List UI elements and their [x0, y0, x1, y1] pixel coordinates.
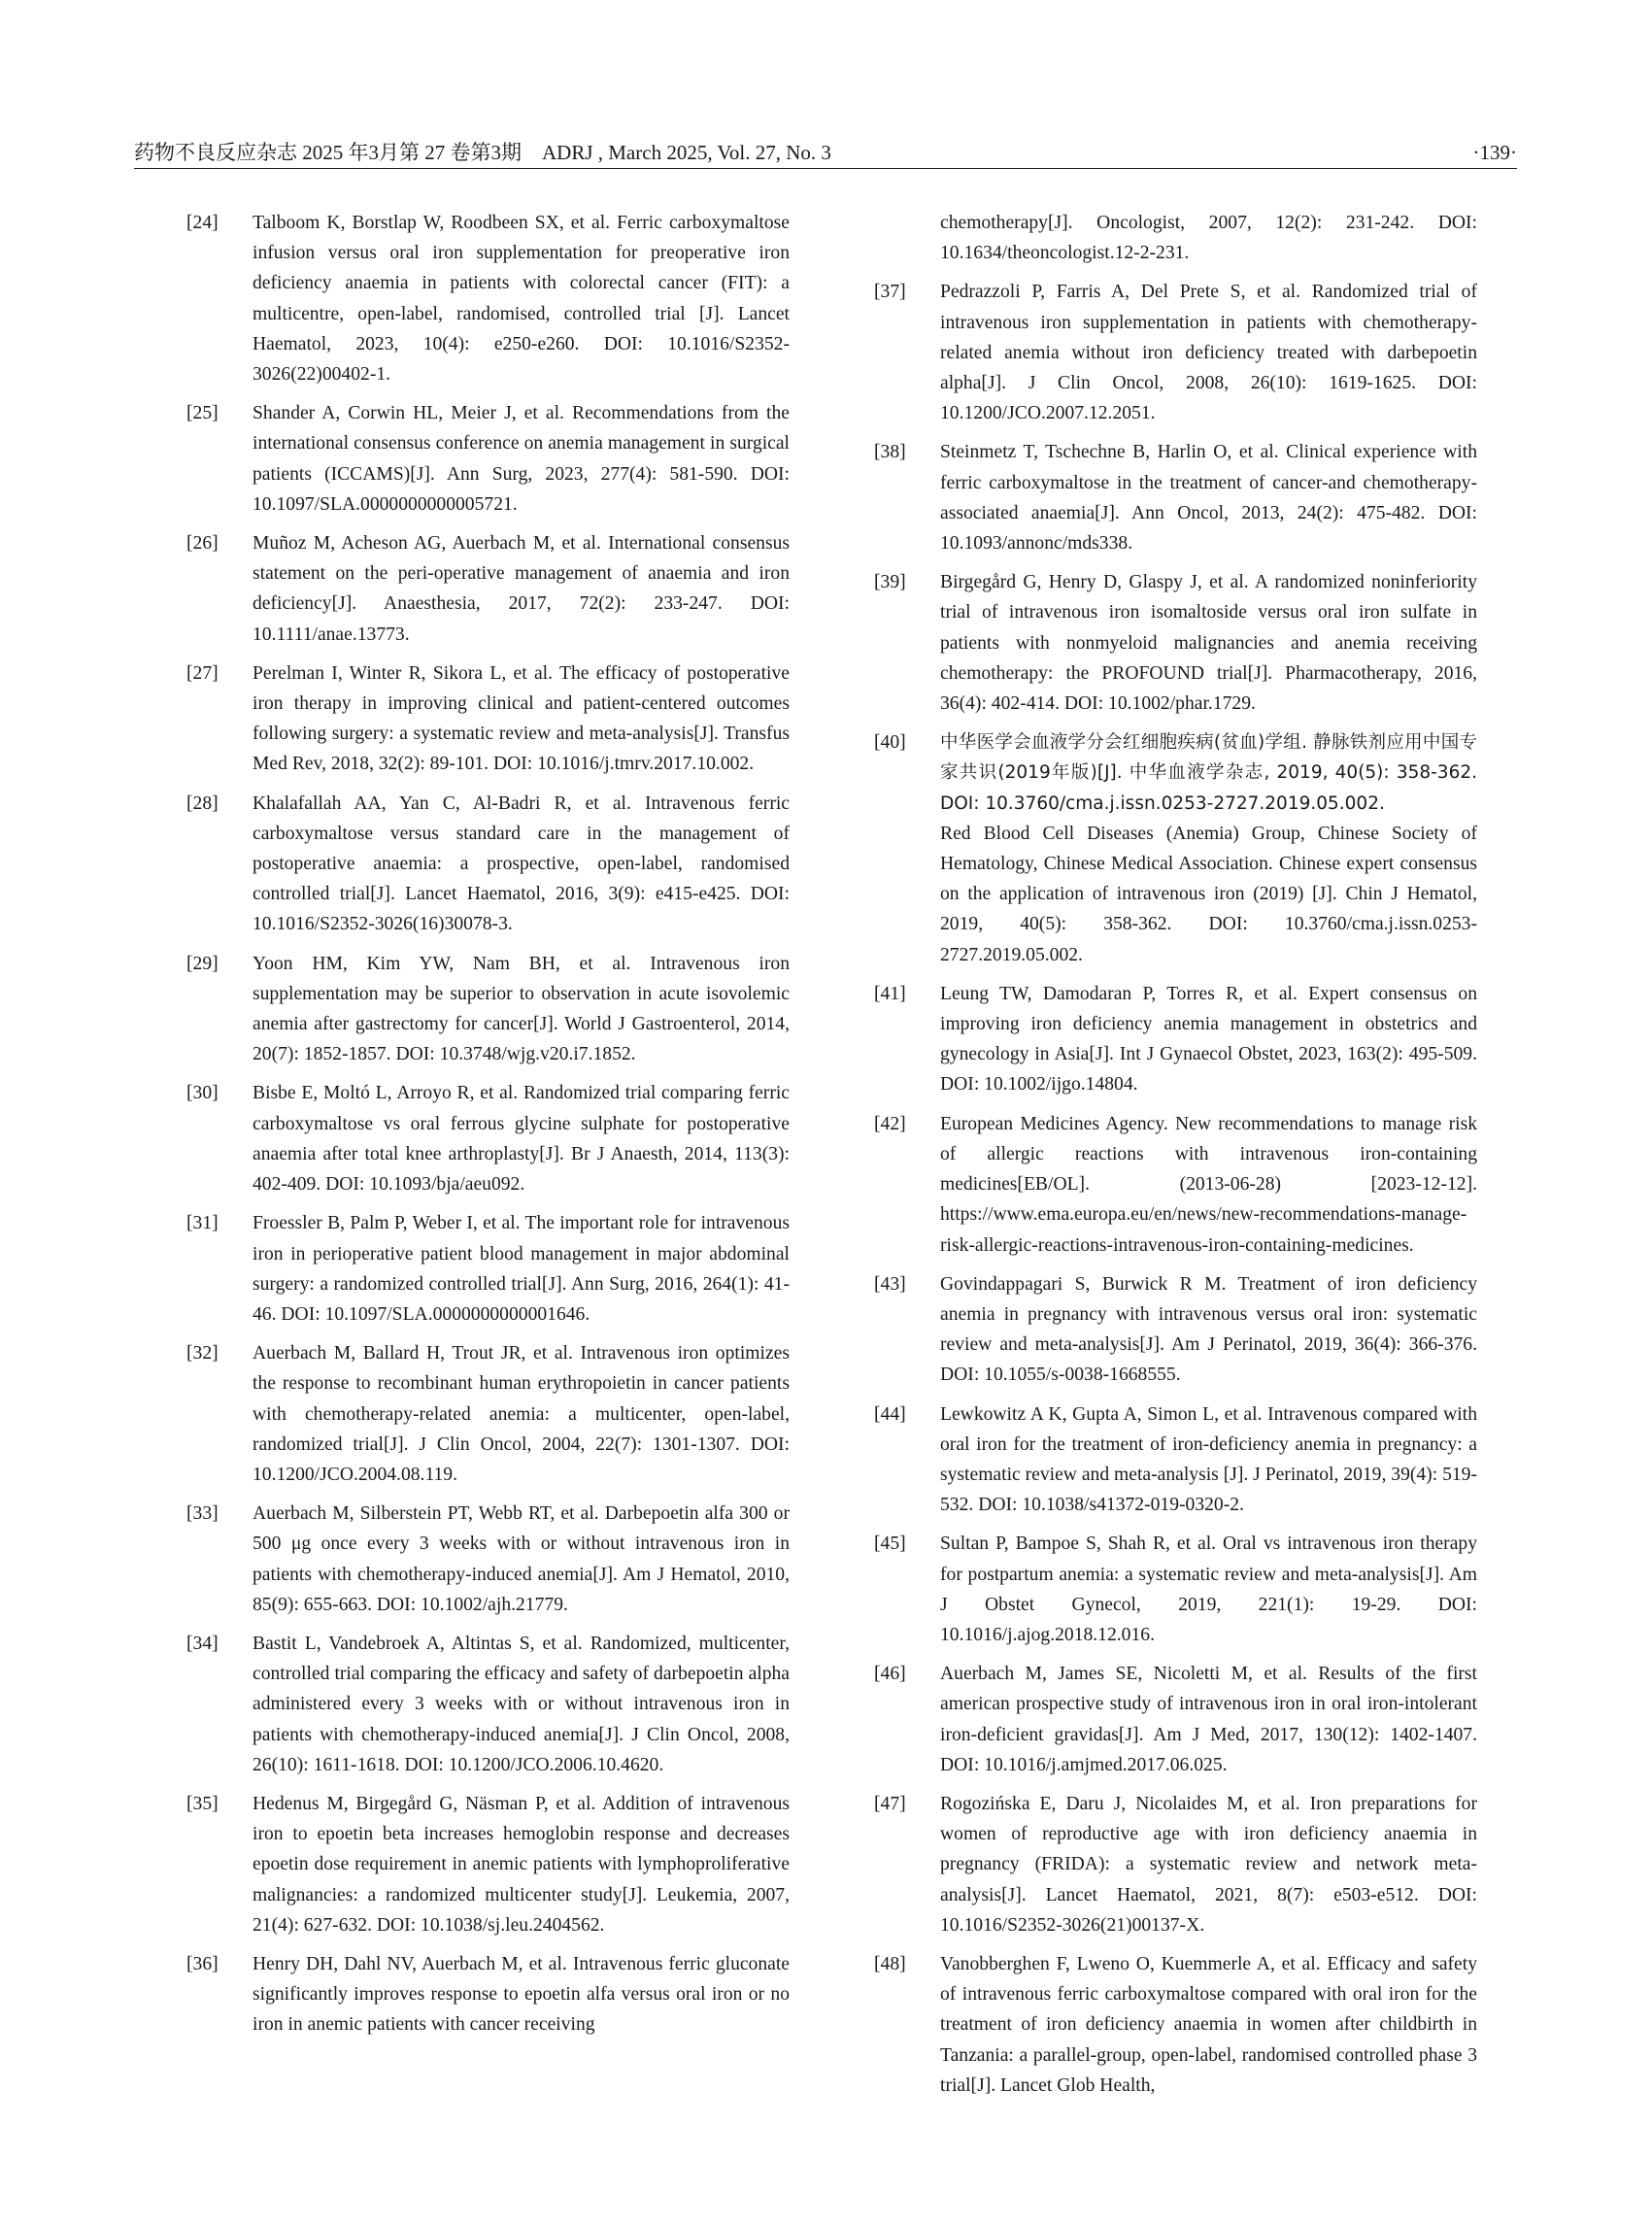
reference-text: Perelman I, Winter R, Sikora L, et al. The efficacy of postoperative iron therapy in improving clinical and patient-centered outcomes following surgery: a systematic review and meta-analysis[J]. Transfus Med Rev, 2018, 32(2): 89-101. DOI: 10.1016/j.tmrv.2017.10.002.	[253, 662, 790, 775]
reference-36	[186, 1949, 790, 2040]
reference-number: [41]	[874, 983, 906, 1004]
reference-number: [40]	[874, 732, 906, 754]
reference-34	[186, 1629, 790, 1780]
reference-text: Bisbe E, Moltó L, Arroyo R, et al. Randomized trial comparing ferric carboxymaltose vs oral ferrous glycine sulphate for postoperative anaemia after total knee arthroplasty[J]. Br J Anaesth, 2014, 113(3): 402-409. DOI: 10.1093/bja/aeu092.	[253, 1083, 790, 1196]
reference-text: Talboom K, Borstlap W, Roodbeen SX, et al. Ferric carboxymaltose infusion versus oral iron supplementation for preoperative iron deficiency anaemia in patients with colorectal cancer (FIT): a multicentre, open-label, randomised, controlled trial [J]. Lancet Haematol, 2023, 10(4): e250-e260. DOI: 10.1016/S2352-3026(22)00402-1.	[253, 213, 790, 386]
reference-number: [31]	[186, 1213, 219, 1234]
reference-25	[186, 398, 790, 520]
reference-number: [48]	[874, 1953, 906, 1974]
reference-text: Hedenus M, Birgegård G, Näsman P, et al. Addition of intravenous iron to epoetin beta increases hemoglobin response and decreases epoetin dose requirement in anemic patients with lymphoproliferative malignancies: a randomized multicenter study[J]. Leukemia, 2007, 21(4): 627-632. DOI: 10.1038/sj.leu.2404562.	[253, 1793, 790, 1936]
reference-text: Vanobberghen F, Lweno O, Kuemmerle A, et al. Efficacy and safety of intravenous ferric carboxymaltose compared with oral iron for the treatment of iron deficiency anaemia in women after childbirth in Tanzania: a parallel-group, open-label, randomised controlled phase 3 trial[J]. Lancet Glob Health,	[940, 1953, 1477, 2096]
reference-text-chinese: 中华医学会血液学分会红细胞疾病(贫血)学组. 静脉铁剂应用中国专家共识(2019年版)[J]. 中华血液学杂志, 2019, 40(5): 358-362. DOI: 10.3760/cma.j.issn.0253-2727.2019.05.002.	[940, 732, 1477, 814]
reference-number: [25]	[186, 403, 219, 424]
reference-26	[186, 528, 790, 650]
reference-text: Auerbach M, James SE, Nicoletti M, et al. Results of the first american prospective study of intravenous iron in oral iron-intolerant iron-deficient gravidas[J]. Am J Med, 2017, 130(12): 1402-1407. DOI: 10.1016/j.amjmed.2017.06.025.	[940, 1664, 1477, 1775]
reference-text: Birgegård G, Henry D, Glaspy J, et al. A randomized noninferiority trial of intravenous iron isomaltoside versus oral iron sulfate in patients with nonmyeloid malignancies and anemia receiving chemotherapy: the PROFOUND trial[J]. Pharmacotherapy, 2016, 36(4): 402-414. DOI: 10.1002/phar.1729.	[940, 572, 1477, 715]
reference-37	[874, 277, 1477, 428]
reference-text: Lewkowitz A K, Gupta A, Simon L, et al. Intravenous compared with oral iron for the treatment of iron-deficiency anemia in pregnancy: a systematic review and meta-analysis [J]. J Perinatol, 2019, 39(4): 519-532. DOI: 10.1038/s41372-019-0320-2.	[940, 1403, 1477, 1516]
reference-45	[874, 1529, 1477, 1650]
reference-text: Steinmetz T, Tschechne B, Harlin O, et al. Clinical experience with ferric carboxymaltose in the treatment of cancer-and chemotherapy-associated anaemia[J]. Ann Oncol, 2013, 24(2): 475-482. DOI: 10.1093/annonc/mds338.	[940, 442, 1477, 555]
reference-number: [26]	[186, 533, 219, 555]
reference-number: [30]	[186, 1083, 219, 1104]
reference-35	[186, 1789, 790, 1940]
page-number: ·139·	[1472, 141, 1517, 164]
reference-text: Rogozińska E, Daru J, Nicolaides M, et al. Iron preparations for women of reproductive age with iron deficiency anaemia in pregnancy (FRIDA): a systematic review and network meta-analysis[J]. Lancet Haematol, 2021, 8(7): e503-e512. DOI: 10.1016/S2352-3026(21)00137-X.	[940, 1793, 1477, 1936]
reference-48	[874, 1949, 1477, 2101]
running-header	[134, 139, 1517, 169]
left-reference-column	[186, 208, 790, 2049]
reference-number: [42]	[874, 1113, 906, 1134]
reference-29	[186, 949, 790, 1070]
reference-number: [37]	[874, 282, 906, 303]
reference-number: [47]	[874, 1793, 906, 1814]
reference-text: European Medicines Agency. New recommendations to manage risk of allergic reactions with intravenous iron-containing medicines[EB/OL]. (2013-06-28) [2023-12-12]. https://www.ema.europa.eu/en/news/new-recommendations-manage-risk-allergic-reactions-intravenous-iron-containing-medicines.	[940, 1113, 1477, 1256]
reference-47	[874, 1789, 1477, 1940]
reference-text: Pedrazzoli P, Farris A, Del Prete S, et al. Randomized trial of intravenous iron supplementation in patients with chemotherapy-related anemia without iron deficiency treated with darbepoetin alpha[J]. J Clin Oncol, 2008, 26(10): 1619-1625. DOI: 10.1200/JCO.2007.12.2051.	[940, 282, 1477, 424]
reference-number: [46]	[874, 1664, 906, 1685]
reference-number: [45]	[874, 1534, 906, 1555]
right-reference-column	[874, 208, 1477, 2109]
reference-text: Govindappagari S, Burwick R M. Treatment of iron deficiency anemia in pregnancy with intravenous versus oral iron: systematic review and meta-analysis[J]. Am J Perinatol, 2019, 36(4): 366-376. DOI: 10.1055/s-0038-1668555.	[940, 1273, 1477, 1386]
reference-text: Yoon HM, Kim YW, Nam BH, et al. Intravenous iron supplementation may be superior to observation in acute isovolemic anemia after gastrectomy for cancer[J]. World J Gastroenterol, 2014, 20(7): 1852-1857. DOI: 10.3748/wjg.v20.i7.1852.	[253, 953, 790, 1065]
reference-43	[874, 1269, 1477, 1391]
reference-30	[186, 1078, 790, 1199]
reference-text: Bastit L, Vandebroek A, Altintas S, et al. Randomized, multicenter, controlled trial comparing the efficacy and safety of darbepoetin alpha administered every 3 weeks with or without intravenous iron in patients with chemotherapy-induced anemia[J]. J Clin Oncol, 2008, 26(10): 1611-1618. DOI: 10.1200/JCO.2006.10.4620.	[253, 1633, 790, 1775]
reference-number: [36]	[186, 1953, 219, 1974]
reference-38	[874, 437, 1477, 558]
reference-number: [34]	[186, 1633, 219, 1654]
reference-42	[874, 1109, 1477, 1261]
reference-39	[874, 567, 1477, 719]
reference-text-english: Red Blood Cell Diseases (Anemia) Group, Chinese Society of Hematology, Chinese Medical Association. Chinese expert consensus on the application of intravenous iron (2019) [J]. Chin J Hematol, 2019, 40(5): 358-362. DOI: 10.3760/cma.j.issn.0253-2727.2019.05.002.	[940, 823, 1477, 965]
reference-number: [38]	[874, 442, 906, 463]
reference-24	[186, 208, 790, 389]
reference-number: [44]	[874, 1403, 906, 1425]
reference-number: [24]	[186, 213, 219, 233]
reference-text: Henry DH, Dahl NV, Auerbach M, et al. Intravenous ferric gluconate significantly improves response to epoetin alfa versus oral iron or no iron in anemic patients with cancer receiving	[253, 1953, 790, 2036]
reference-number: [39]	[874, 572, 906, 593]
reference-number: [32]	[186, 1343, 219, 1365]
reference-number: [43]	[874, 1273, 906, 1295]
reference-text: Muñoz M, Acheson AG, Auerbach M, et al. International consensus statement on the peri-operative management of anaemia and iron deficiency[J]. Anaesthesia, 2017, 72(2): 233-247. DOI: 10.1111/anae.13773.	[253, 533, 790, 645]
reference-number: [29]	[186, 953, 219, 974]
reference-41	[874, 979, 1477, 1100]
reference-32	[186, 1338, 790, 1490]
reference-number: [28]	[186, 792, 219, 814]
reference-text: Leung TW, Damodaran P, Torres R, et al. Expert consensus on improving iron deficiency anemia management in obstetrics and gynecology in Asia[J]. Int J Gynaecol Obstet, 2023, 163(2): 495-509. DOI: 10.1002/ijgo.14804.	[940, 983, 1477, 1096]
reference-number: [27]	[186, 662, 219, 684]
reference-text: Shander A, Corwin HL, Meier J, et al. Recommendations from the international consensus conference on anemia management in surgical patients (ICCAMS)[J]. Ann Surg, 2023, 277(4): 581-590. DOI: 10.1097/SLA.0000000000005721.	[253, 403, 790, 515]
reference-text: Auerbach M, Ballard H, Trout JR, et al. Intravenous iron optimizes the response to recombinant human erythropoietin in cancer patients with chemotherapy-related anemia: a multicenter, open-label, randomized trial[J]. J Clin Oncol, 2004, 22(7): 1301-1307. DOI: 10.1200/JCO.2004.08.119.	[253, 1343, 790, 1485]
journal-info: 药物不良反应杂志 2025 年3月第 27 卷第3期 ADRJ , March 2025, Vol. 27, No. 3	[134, 141, 831, 164]
reference-33	[186, 1499, 790, 1620]
reference-number: [33]	[186, 1503, 219, 1525]
reference-text: chemotherapy[J]. Oncologist, 2007, 12(2): 231-242. DOI: 10.1634/theoncologist.12-2-231.	[940, 213, 1477, 264]
reference-44	[874, 1399, 1477, 1521]
reference-31	[186, 1208, 790, 1330]
reference-text: Froessler B, Palm P, Weber I, et al. The important role for intravenous iron in perioperative patient blood management in major abdominal surgery: a randomized controlled trial[J]. Ann Surg, 2016, 264(1): 41-46. DOI: 10.1097/SLA.0000000000001646.	[253, 1213, 790, 1325]
reference-36-continuation	[874, 208, 1477, 268]
reference-text: Sultan P, Bampoe S, Shah R, et al. Oral vs intravenous iron therapy for postpartum anemia: a systematic review and meta-analysis[J]. Am J Obstet Gynecol, 2019, 221(1): 19-29. DOI: 10.1016/j.ajog.2018.12.016.	[940, 1534, 1477, 1645]
reference-text: Khalafallah AA, Yan C, Al-Badri R, et al. Intravenous ferric carboxymaltose versus standard care in the management of postoperative anaemia: a prospective, open-label, randomised controlled trial[J]. Lancet Haematol, 2016, 3(9): e415-e425. DOI: 10.1016/S2352-3026(16)30078-3.	[253, 792, 790, 935]
reference-text: Auerbach M, Silberstein PT, Webb RT, et al. Darbepoetin alfa 300 or 500 μg once every 3 weeks with or without intravenous iron in patients with chemotherapy-induced anemia[J]. Am J Hematol, 2010, 85(9): 655-663. DOI: 10.1002/ajh.21779.	[253, 1503, 790, 1615]
reference-28	[186, 789, 790, 940]
reference-46	[874, 1659, 1477, 1780]
reference-40	[874, 727, 1477, 970]
reference-27	[186, 658, 790, 780]
reference-number: [35]	[186, 1793, 219, 1814]
